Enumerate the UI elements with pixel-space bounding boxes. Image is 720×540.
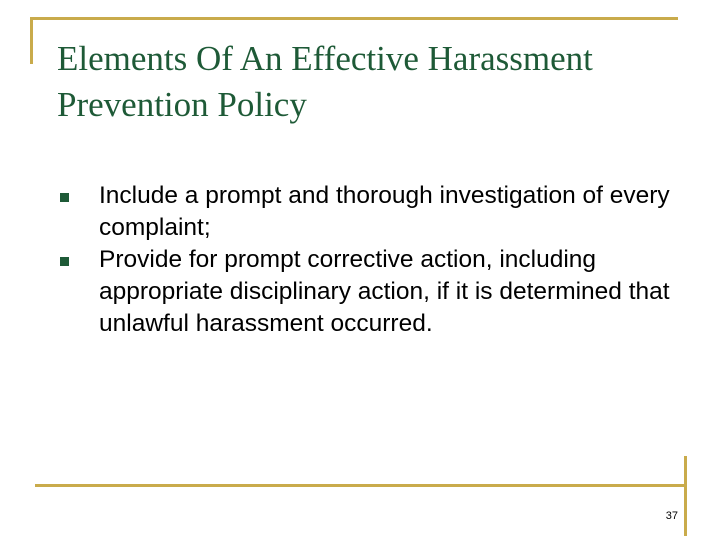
bottom-right-accent-rule xyxy=(684,456,687,536)
bullet-item xyxy=(60,180,670,244)
bullet-text: Provide for prompt corrective action, including appropriate disciplinary action, if it is determined that unlawful harassment occurred. xyxy=(99,246,670,337)
top-left-accent-rule xyxy=(30,17,33,64)
slide-title: Elements Of An Effective Harassment Prevention Policy xyxy=(57,39,593,124)
bullet-list xyxy=(60,180,670,340)
square-bullet-icon xyxy=(60,257,69,266)
page-number: 37 xyxy=(665,510,678,522)
bottom-accent-rule xyxy=(35,484,687,487)
square-bullet-icon xyxy=(60,193,69,202)
bullet-text: Include a prompt and thorough investigation of every complaint; xyxy=(99,182,670,241)
bullet-item xyxy=(60,244,670,340)
top-accent-rule xyxy=(30,17,678,20)
